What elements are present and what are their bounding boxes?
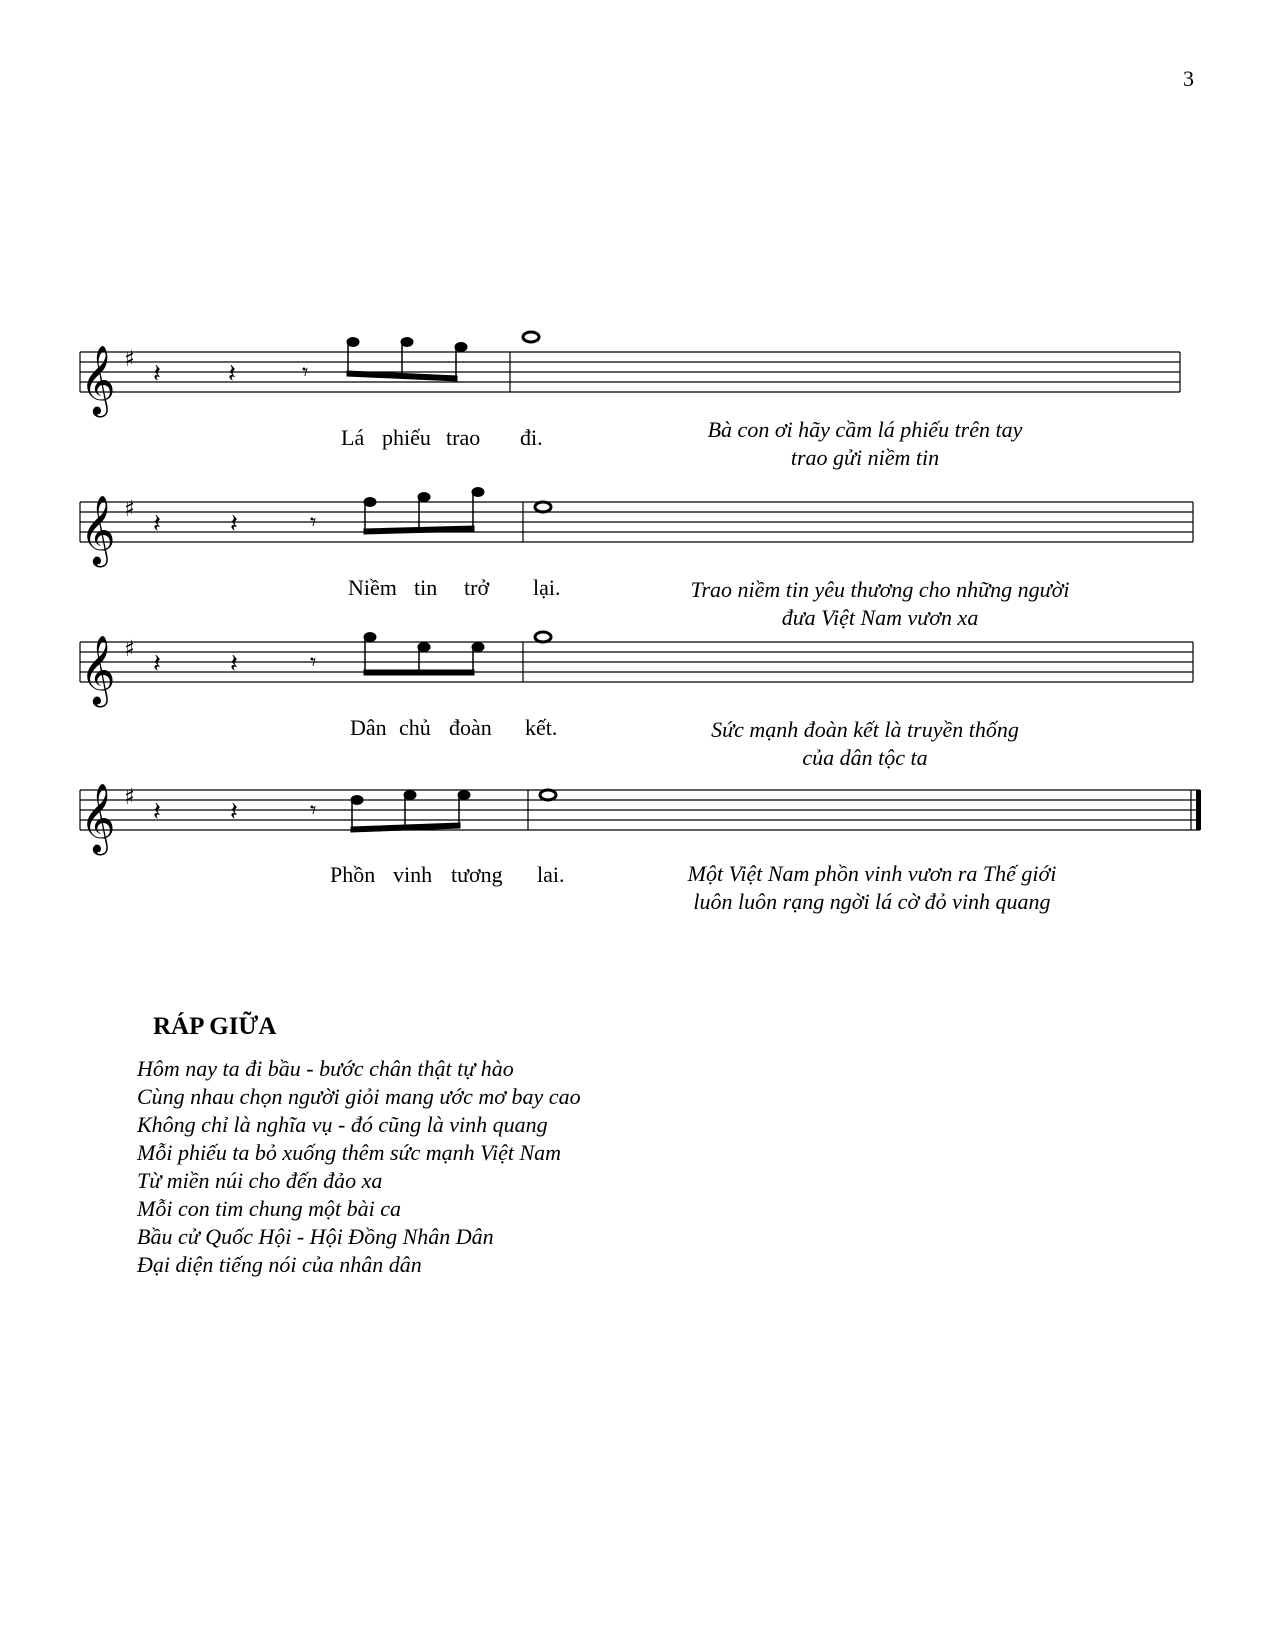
verse-block bbox=[137, 1055, 581, 1279]
quarter-rest-icon: 𝄽 bbox=[153, 649, 161, 679]
beamed-notes bbox=[364, 633, 484, 676]
whole-note bbox=[540, 790, 556, 800]
lyric-word: tương bbox=[451, 862, 503, 887]
verse-line: Mỗi phiếu ta bỏ xuống thêm sức mạnh Việt Nam bbox=[137, 1140, 562, 1165]
treble-clef-icon: 𝄞 bbox=[80, 345, 116, 415]
treble-clef-icon: 𝄞 bbox=[80, 635, 116, 705]
quarter-rest-icon: 𝄽 bbox=[230, 509, 238, 539]
music-staff-2 bbox=[0, 470, 1275, 580]
verse-note: Trao niềm tin yêu thương cho những người đưa Việt Nam vươn xa bbox=[690, 577, 1070, 630]
lyric-word: Niềm bbox=[348, 575, 397, 600]
verse-line: Bầu cử Quốc Hội - Hội Đồng Nhân Dân bbox=[137, 1224, 494, 1249]
quarter-rest-icon: 𝄽 bbox=[230, 649, 238, 679]
treble-clef-icon: 𝄞 bbox=[80, 783, 116, 853]
quarter-rest-icon: 𝄽 bbox=[230, 797, 238, 827]
whole-note bbox=[535, 632, 551, 642]
verse-note: Một Việt Nam phồn vinh vươn ra Thế giới luôn luôn rạng ngời lá cờ đỏ vinh quang bbox=[687, 861, 1057, 914]
lyric-word: lai. bbox=[537, 862, 565, 887]
lyric-word: vinh bbox=[393, 862, 433, 887]
lyric-word: đoàn bbox=[449, 715, 492, 740]
lyric-word: Lá bbox=[341, 425, 365, 450]
quarter-rest-icon: 𝄽 bbox=[153, 509, 161, 539]
verse-note: Bà con ơi hãy cầm lá phiếu trên tay trao gửi niềm tin bbox=[707, 417, 1023, 470]
music-staff-1 bbox=[0, 320, 1275, 430]
eighth-rest-icon: 𝄾 bbox=[310, 508, 317, 536]
beamed-notes bbox=[364, 488, 484, 535]
lyric-word: Dân bbox=[350, 715, 387, 740]
verse-line: Hôm nay ta đi bầu - bước chân thật tự hào bbox=[137, 1056, 514, 1081]
quarter-rest-icon: 𝄽 bbox=[153, 359, 161, 389]
verse-line: Đại diện tiếng nói của nhân dân bbox=[137, 1252, 422, 1277]
treble-clef-icon: 𝄞 bbox=[80, 495, 116, 565]
quarter-rest-icon: 𝄽 bbox=[228, 359, 236, 389]
verse-line: Mỗi con tim chung một bài ca bbox=[137, 1196, 401, 1221]
lyric-word: chủ bbox=[399, 715, 431, 740]
lyric-word: trao bbox=[446, 425, 481, 450]
eighth-rest-icon: 𝄾 bbox=[310, 796, 317, 824]
lyric-word: kết. bbox=[525, 715, 558, 740]
beamed-notes bbox=[351, 791, 470, 833]
music-staff-4 bbox=[0, 758, 1275, 868]
music-staff-3 bbox=[0, 610, 1275, 720]
page-number: 3 bbox=[1183, 66, 1194, 91]
lyric-word: trở bbox=[464, 575, 490, 600]
lyric-word: tin bbox=[414, 575, 438, 600]
whole-note bbox=[535, 502, 551, 512]
sharp-icon: ♯ bbox=[124, 785, 135, 810]
eighth-rest-icon: 𝄾 bbox=[302, 358, 309, 386]
verse-line: Cùng nhau chọn người giỏi mang ước mơ bay cao bbox=[137, 1084, 581, 1109]
verse-note: Sức mạnh đoàn kết là truyền thống của dân tộc ta bbox=[711, 717, 1019, 770]
sharp-icon: ♯ bbox=[124, 347, 135, 372]
lyric-word: phiếu bbox=[382, 425, 431, 450]
section-title: RÁP GIỮA bbox=[153, 1013, 277, 1040]
verse-line: Từ miền núi cho đến đảo xa bbox=[137, 1168, 383, 1193]
verse-line: Không chỉ là nghĩa vụ - đó cũng là vinh quang bbox=[137, 1112, 548, 1137]
whole-note bbox=[523, 332, 539, 342]
sharp-icon: ♯ bbox=[124, 497, 135, 522]
beamed-notes bbox=[347, 338, 467, 382]
lyric-word: đi. bbox=[520, 425, 543, 450]
final-barline bbox=[1196, 790, 1201, 830]
lyric-word: lại. bbox=[533, 575, 561, 600]
quarter-rest-icon: 𝄽 bbox=[153, 797, 161, 827]
sharp-icon: ♯ bbox=[124, 637, 135, 662]
lyric-word: Phồn bbox=[330, 862, 376, 887]
eighth-rest-icon: 𝄾 bbox=[310, 648, 317, 676]
